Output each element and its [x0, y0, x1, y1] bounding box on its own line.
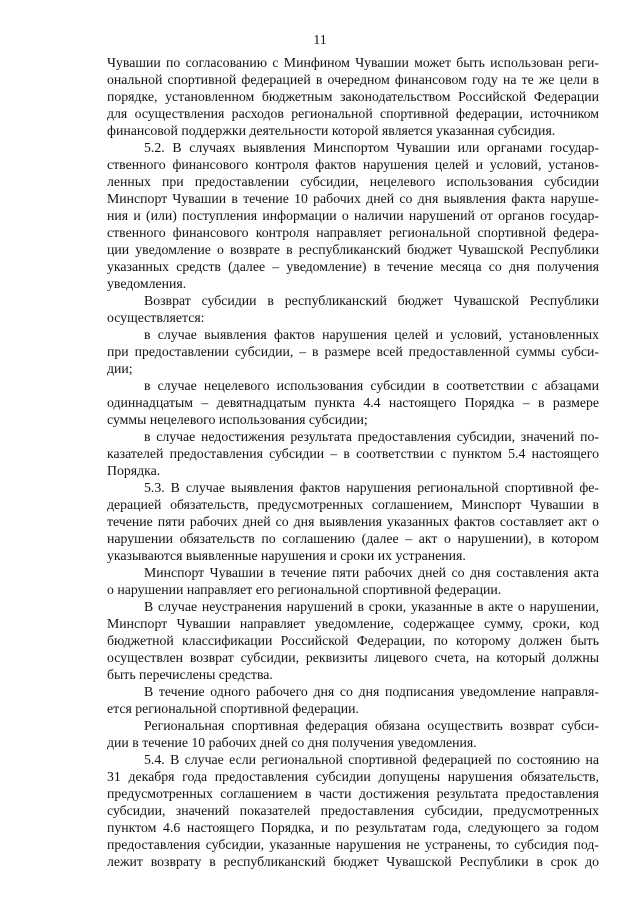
text-line: Минспорт Чувашии в течение пяти рабочих дней со дня составления акта	[144, 565, 599, 580]
text-line: при предоставлении субсидии, – в размере всей предоставленной суммы субси-	[107, 344, 599, 359]
text-line: ния и (или) поступления информации о наличии нарушений от органов государ-	[107, 208, 599, 223]
text-line: ленных при предоставлении субсидии, нецелевого использования субсидии	[107, 174, 599, 189]
text-line: о нарушении направляет его региональной спортивной федерации.	[107, 582, 502, 597]
text-line: порядке, установленном бюджетным законодательством Российской Федерации	[107, 89, 599, 104]
text-line: для осуществления расходов региональной спортивной федерации, источником	[107, 106, 599, 121]
text-line: ственного финансового контроля фактов нарушения целей и условий, установ-	[107, 157, 599, 172]
text-line: Минспорт Чувашии в течение 10 рабочих дней со дня выявления факта наруше-	[107, 191, 599, 206]
text-line: ется региональной спортивной федерации.	[107, 701, 359, 716]
text-line: в случае нецелевого использования субсидии в соответствии с абзацами	[144, 378, 599, 393]
text-line: Региональная спортивная федерация обязана осуществить возврат субси-	[144, 718, 599, 733]
text-line: дии;	[107, 361, 133, 376]
text-line: одиннадцатым – девятнадцатым пункта 4.4 настоящего Порядка – в размере	[107, 395, 599, 410]
text-line: Возврат субсидии в республиканский бюджет Чувашской Республики	[144, 293, 599, 308]
text-line: В случае неустранения нарушений в сроки, указанные в акте о нарушении,	[144, 599, 599, 614]
text-line: 31 декабря года предоставления субсидии допущены нарушения обязательств,	[107, 769, 599, 784]
document-body	[107, 54, 599, 870]
text-line: пунктом 4.6 настоящего Порядка, и по результатам года, следующего за годом	[107, 820, 599, 835]
text-line: предоставления субсидии, указанные нарушения не устранены, то субсидия под-	[107, 837, 599, 852]
text-line: 5.4. В случае если региональной спортивной федерацией по состоянию на	[144, 752, 599, 767]
text-line: лежит возврату в республиканский бюджет Чувашской Республики в срок до	[107, 854, 599, 869]
text-line: ственного финансового контроля направляет региональной спортивной федера-	[107, 225, 599, 240]
text-line: осуществлен возврат субсидии, реквизиты лицевого счета, на который должны	[107, 650, 599, 665]
text-line: 5.3. В случае выявления фактов нарушения региональной спортивной фе-	[144, 480, 599, 495]
text-line: указываются выявленные нарушения и сроки их устранения.	[107, 548, 466, 563]
text-line: Минспорт Чувашии направляет уведомление, содержащее сумму, сроки, код	[107, 616, 599, 631]
text-line: казателей предоставления субсидии – в соответствии с пунктом 5.4 настоящего	[107, 446, 599, 461]
text-line: быть перечислены средства.	[107, 667, 273, 682]
text-line: Чувашии по согласованию с Минфином Чувашии может быть использован реги-	[107, 55, 599, 70]
text-line: в случае недостижения результата предоставления субсидии, значений по-	[144, 429, 599, 444]
text-line: дии в течение 10 рабочих дней со дня получения уведомления.	[107, 735, 477, 750]
text-line: ции уведомление о возврате в республиканский бюджет Чувашской Республики	[107, 242, 599, 257]
text-line: финансовой поддержки деятельности которой является указанная субсидия.	[107, 123, 556, 138]
text-line: 5.2. В случаях выявления Минспортом Чувашии или органами государ-	[144, 140, 599, 155]
text-line: В течение одного рабочего дня со дня подписания уведомление направля-	[144, 684, 599, 699]
text-line: нарушении обязательств по соглашению (далее – акт о нарушении), в котором	[107, 531, 599, 546]
text-line: ональной спортивной федерацией в очередном финансовом году на те же цели в	[107, 72, 599, 87]
text-line: в случае выявления фактов нарушения целей и условий, установленных	[144, 327, 599, 342]
text-line: указанных средств (далее – уведомление) в течение месяца со дня получения	[107, 259, 599, 274]
page-number: 11	[313, 33, 327, 48]
text-line: бюджетной классификации Российской Федерации, по которому должен быть	[107, 633, 599, 648]
text-line: уведомления.	[107, 276, 187, 291]
text-line: течение пяти рабочих дней со дня выявления указанных фактов составляет акт о	[107, 514, 599, 529]
text-line: осуществляется:	[107, 310, 205, 325]
text-line: Порядка.	[107, 463, 161, 478]
text-line: дерацией обязательств, предусмотренных соглашением, Минспорт Чувашии в	[107, 497, 599, 512]
text-line: суммы нецелевого использования субсидии;	[107, 412, 368, 427]
text-line: субсидии, значений показателей предоставления субсидии, предусмотренных	[107, 803, 599, 818]
text-line: предусмотренных соглашением в части достижения результата предоставления	[107, 786, 599, 801]
